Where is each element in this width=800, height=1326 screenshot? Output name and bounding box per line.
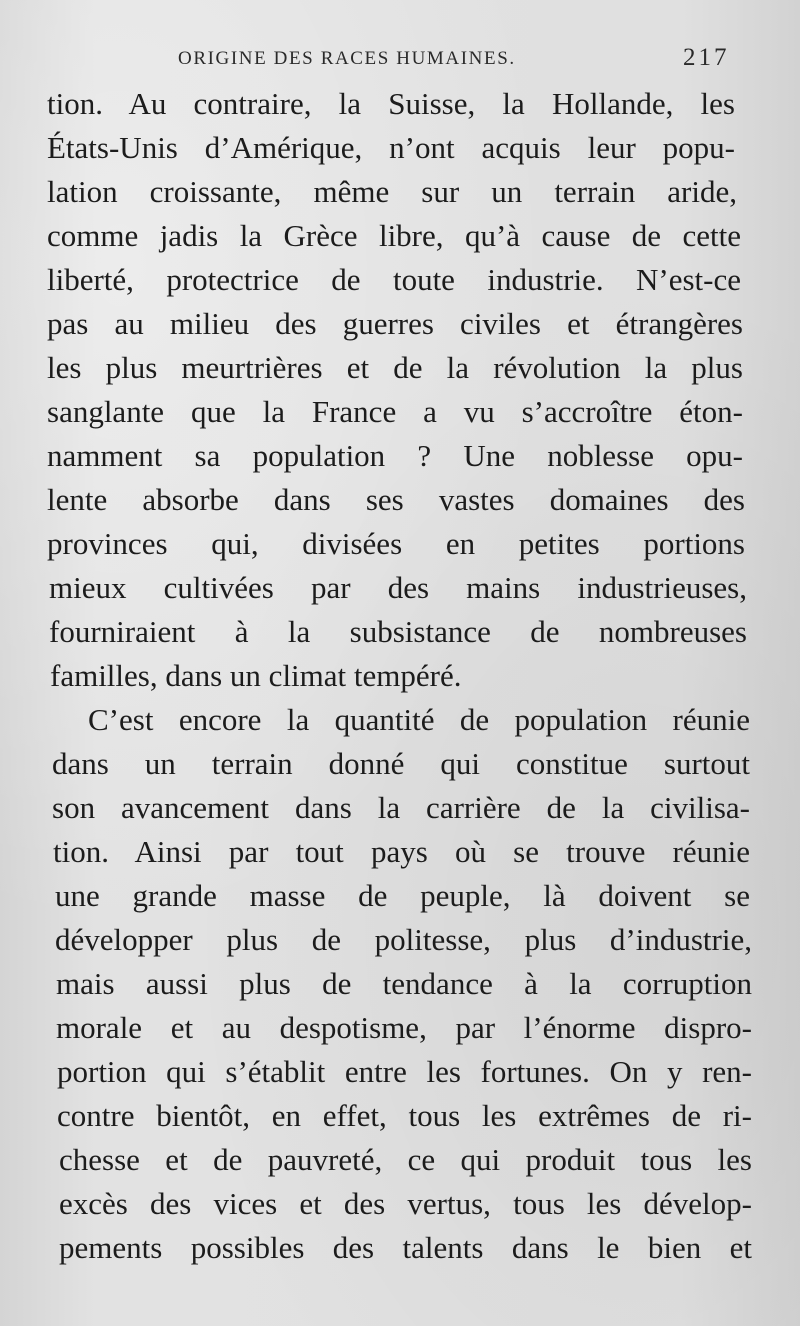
text-line: namment sa population ? Une noblesse opu-	[47, 438, 743, 473]
text-line: comme jadis la Grèce libre, qu’à cause de cette	[47, 218, 741, 253]
text-line: morale et au despotisme, par l’énorme dispro-	[56, 1010, 752, 1045]
text-line: mieux cultivées par des mains industrieuses,	[49, 570, 747, 605]
text-line: pements possibles des talents dans le bien et	[59, 1230, 752, 1265]
running-title: ORIGINE DES RACES HUMAINES.	[178, 48, 516, 69]
paragraph-first-line: C’est encore la quantité de population réunie	[88, 702, 750, 737]
text-line: portion qui s’établit entre les fortunes. On y ren-	[57, 1054, 752, 1089]
text-line: son avancement dans la carrière de la civilisa-	[52, 790, 750, 825]
text-line: sanglante que la France a vu s’accroître éton-	[47, 394, 743, 429]
text-line: familles, dans un climat tempéré.	[50, 658, 462, 693]
text-line: fourniraient à la subsistance de nombreuses	[49, 614, 747, 649]
text-line: lente absorbe dans ses vastes domaines des	[47, 482, 745, 517]
text-line: mais aussi plus de tendance à la corruption	[56, 966, 752, 1001]
text-line: développer plus de politesse, plus d’industrie,	[55, 922, 752, 957]
text-line: dans un terrain donné qui constitue surtout	[52, 746, 750, 781]
text-line: tion. Ainsi par tout pays où se trouve réunie	[53, 834, 750, 869]
text-line: pas au milieu des guerres civiles et étrangères	[47, 306, 743, 341]
page-number: 217	[683, 44, 730, 71]
text-line: chesse et de pauvreté, ce qui produit tous les	[59, 1142, 752, 1177]
text-line: lation croissante, même sur un terrain aride,	[47, 174, 737, 209]
text-line: excès des vices et des vertus, tous les dévelop-	[59, 1186, 752, 1221]
text-line: liberté, protectrice de toute industrie. N’est-ce	[47, 262, 741, 297]
text-line: une grande masse de peuple, là doivent se	[55, 878, 750, 913]
text-line: les plus meurtrières et de la révolution la plus	[47, 350, 743, 385]
text-line: provinces qui, divisées en petites portions	[47, 526, 745, 561]
text-line: États-Unis d’Amérique, n’ont acquis leur popu-	[47, 130, 735, 165]
running-header	[0, 44, 800, 80]
text-line: contre bientôt, en effet, tous les extrêmes de ri-	[57, 1098, 752, 1133]
text-line: tion. Au contraire, la Suisse, la Hollande, les	[47, 86, 735, 121]
